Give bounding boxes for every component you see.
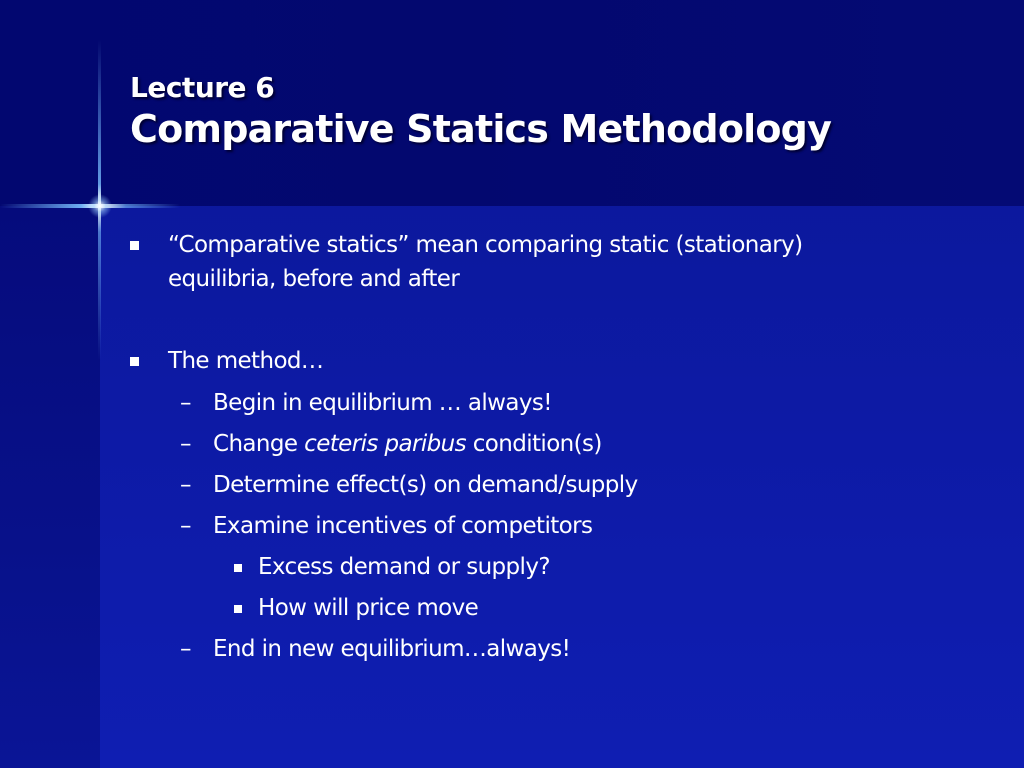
bullet-text-line: “Comparative statics” mean comparing static (stationary) xyxy=(168,232,803,258)
square-bullet-icon xyxy=(234,605,242,613)
square-bullet-icon xyxy=(130,241,139,250)
subitem-text-after: condition(s) xyxy=(465,431,602,457)
subsubitem-bullet xyxy=(234,550,242,584)
subitem-text: Examine incentives of competitors xyxy=(213,513,593,539)
left-band xyxy=(0,206,100,768)
subsubitem-text: How will price move xyxy=(258,595,479,621)
dash-bullet: – xyxy=(180,431,191,457)
subitem-text: End in new equilibrium…always! xyxy=(213,636,571,662)
dash-bullet: – xyxy=(180,390,191,416)
dash-bullet: – xyxy=(180,513,191,539)
subitem-text: Determine effect(s) on demand/supply xyxy=(213,472,638,498)
subsubitem-bullet xyxy=(234,591,242,625)
dash-bullet: – xyxy=(180,472,191,498)
bullet-item xyxy=(130,344,139,378)
title-block xyxy=(130,70,990,152)
slide-subtitle: Lecture 6 xyxy=(130,71,275,104)
square-bullet-icon xyxy=(130,357,139,366)
bullet-text-line: equilibria, before and after xyxy=(168,266,460,292)
dash-bullet: – xyxy=(180,636,191,662)
subitem-text-before: Change xyxy=(213,431,305,457)
subitem-text xyxy=(213,427,602,461)
bullet-text: The method… xyxy=(168,348,324,374)
square-bullet-icon xyxy=(234,564,242,572)
bullet-item xyxy=(130,228,139,262)
slide-title: Comparative Statics Methodology xyxy=(130,107,832,151)
sparkle-glow xyxy=(88,194,112,218)
subitem-text: Begin in equilibrium … always! xyxy=(213,390,552,416)
subsubitem-text: Excess demand or supply? xyxy=(258,554,550,580)
subitem-text-italic: ceteris paribus xyxy=(304,431,466,457)
